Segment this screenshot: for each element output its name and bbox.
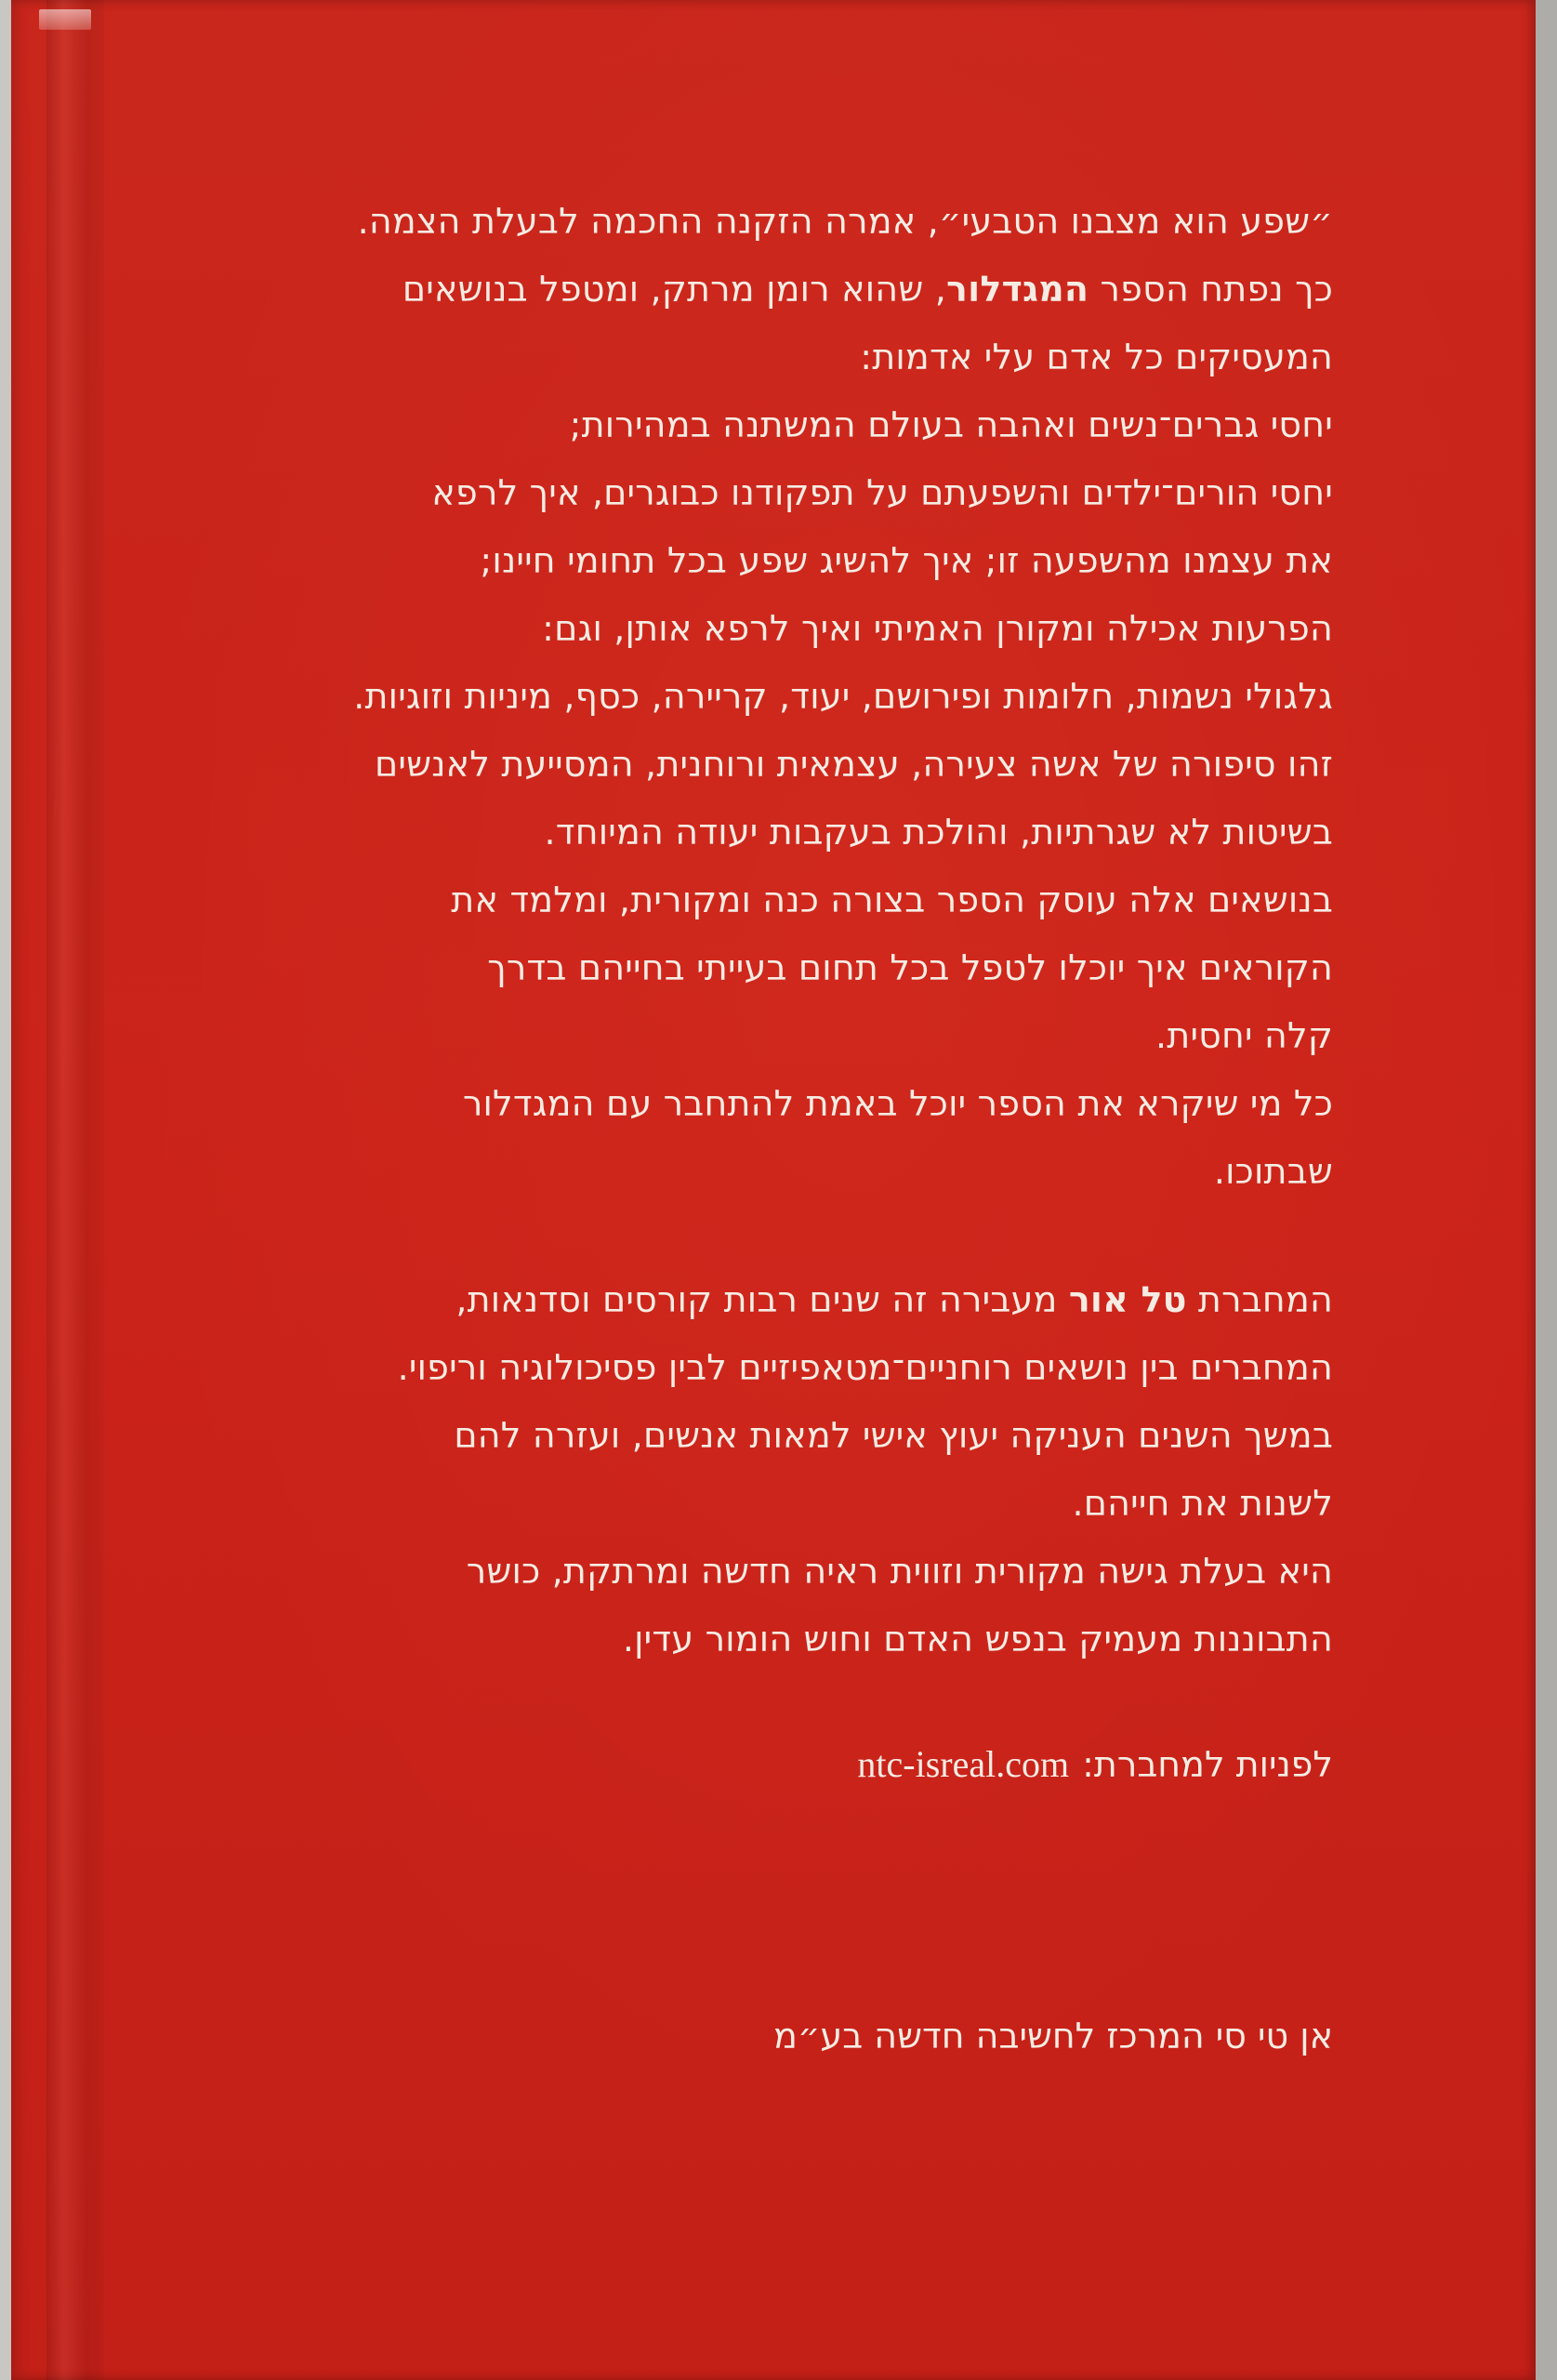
synopsis-line: את עצמנו מהשפעה זו; איך להשיג שפע בכל תחומי חיינו; — [480, 540, 1333, 581]
synopsis-line-prefix: כך נפתח הספר — [1089, 269, 1333, 310]
author-bio-line: במשך השנים העניקה יעוץ אישי למאות אנשים, ועזרה להם — [454, 1415, 1333, 1456]
contact-label: לפניות למחברת: — [1082, 1744, 1333, 1785]
author-bio-line: המחברים בין נושאים רוחניים־מטאפיזיים לבין פסיכולוגיה וריפוי. — [397, 1347, 1333, 1388]
author-bio-line — [162, 1266, 1333, 1334]
synopsis-line: הפרעות אכילה ומקורן האמיתי ואיך לרפא אותן, וגם: — [542, 608, 1333, 649]
author-bio-line: לשנות את חייהם. — [1072, 1483, 1333, 1524]
synopsis-line: גלגולי נשמות, חלומות ופירושם, יעוד, קריירה, כסף, מיניות וזוגיות. — [353, 676, 1333, 717]
author-name: טל אור — [1068, 1279, 1187, 1320]
contact-url: ntc-isreal.com — [857, 1743, 1070, 1785]
book-title: המגדלור — [946, 269, 1089, 310]
author-bio-line: התבוננות מעמיק בנפש האדם וחוש הומור עדין. — [622, 1619, 1333, 1659]
synopsis-line: קלה יחסית. — [1155, 1015, 1333, 1056]
spine-highlight — [39, 9, 91, 30]
publisher-name: אן טי סי המרכז לחשיבה חדשה בע״מ — [773, 2016, 1333, 2056]
synopsis-text — [162, 188, 1333, 1206]
synopsis-line: שבתוכו. — [1213, 1151, 1333, 1192]
synopsis-line: הקוראים איך יוכלו לטפל בכל תחום בעייתי בחייהם בדרך — [487, 947, 1333, 988]
synopsis-line: יחסי הורים־ילדים והשפעתם על תפקודנו כבוגרים, איך לרפא — [431, 472, 1333, 513]
author-bio-line: היא בעלת גישה מקורית וזווית ראיה חדשה ומרתקת, כושר — [466, 1551, 1333, 1592]
synopsis-line: בנושאים אלה עוסק הספר בצורה כנה ומקורית, ומלמד את — [451, 879, 1333, 920]
synopsis-line-suffix: , שהוא רומן מרתק, ומטפל בנושאים — [402, 269, 946, 310]
book-back-cover — [11, 0, 1536, 2380]
spine-crease — [46, 0, 104, 2380]
author-bio-text — [162, 1266, 1333, 1673]
synopsis-line — [162, 256, 1333, 324]
contact-info — [857, 1737, 1333, 1792]
synopsis-line: בשיטות לא שגרתיות, והולכת בעקבות יעודה המיוחד. — [544, 812, 1333, 853]
author-bio-suffix: מעבירה זה שנים רבות קורסים וסדנאות, — [455, 1279, 1069, 1320]
synopsis-line: ״שפע הוא מצבנו הטבעי״, אמרה הזקנה החכמה לבעלת הצמה. — [357, 201, 1333, 242]
synopsis-line: כל מי שיקרא את הספר יוכל באמת להתחבר עם המגדלור — [462, 1083, 1333, 1124]
synopsis-line: יחסי גברים־נשים ואהבה בעולם המשתנה במהירות; — [569, 404, 1333, 445]
synopsis-line: זהו סיפורה של אשה צעירה, עצמאית ורוחנית, המסייעת לאנשים — [374, 744, 1333, 785]
synopsis-line: המעסיקים כל אדם עלי אדמות: — [860, 337, 1333, 377]
author-bio-prefix: המחברת — [1186, 1279, 1333, 1320]
